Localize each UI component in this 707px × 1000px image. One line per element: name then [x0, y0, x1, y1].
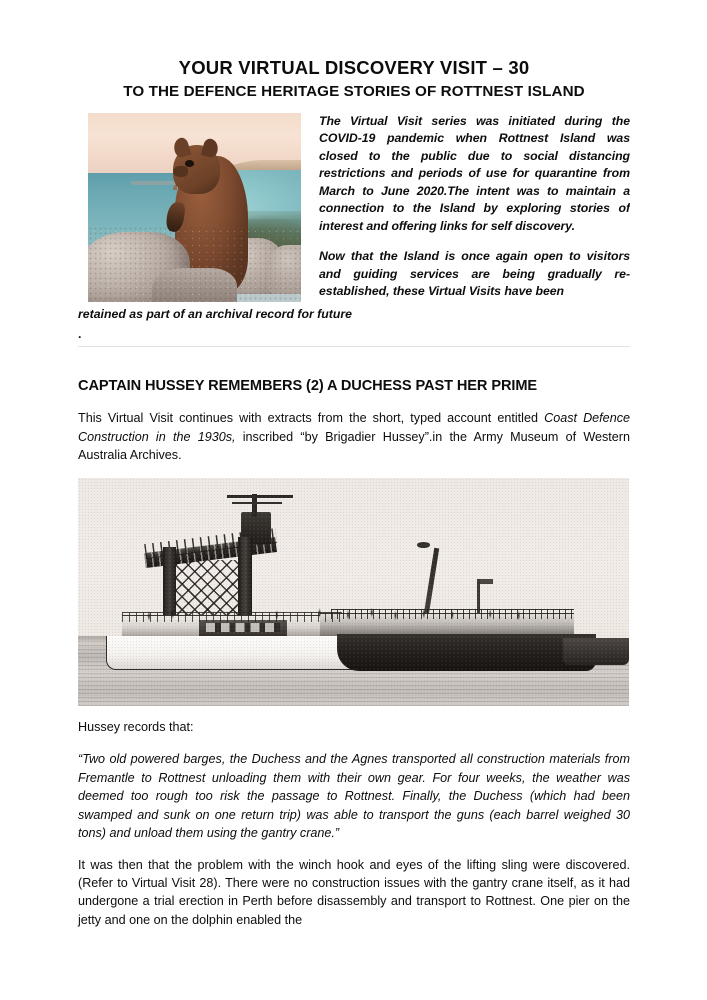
quokka-photo: [88, 113, 301, 302]
barge-hull-far: [563, 638, 629, 665]
photo-quokka-snout: [173, 166, 188, 177]
intro-paragraph-two: Now that the Island is once again open to visitors and guiding services are being gradually re-established, these Virtual Visits have been: [319, 249, 630, 299]
document-content-column: [78, 0, 630, 929]
barge-flag: [480, 579, 493, 584]
barge-workmen: [111, 604, 585, 625]
barge-hull-agnes: [337, 634, 596, 670]
section-heading: CAPTAIN HUSSEY REMEMBERS (2) A DUCHESS PAST HER PRIME: [78, 378, 538, 395]
lead-text-before: This Virtual Visit continues with extracts from the short, typed account entitled: [78, 411, 545, 426]
page-title: YOUR VIRTUAL DISCOVERY VISIT – 30: [178, 57, 530, 78]
lead-text-after: inscribed “by Brigadier Hussey”.in the Army Museum of Western Australia Archives.: [78, 429, 630, 462]
photo-quokka-eye: [185, 160, 194, 166]
document-title-block: [78, 0, 630, 101]
intro-section: [78, 113, 630, 342]
photo-rock-texture: [88, 226, 301, 302]
barge-hull-duchess: [106, 636, 359, 670]
intro-paragraph-one: The Virtual Visit series was initiated during the COVID-19 pandemic when Rottnest Island was closed to the public due to social distancing restrictions and periods of use for quarantine from March to June 2020.The intent was to maintain a connection to the Island by exploring stories of interest and offering links for self discovery.: [319, 114, 630, 233]
gantry-crane-crossbar-lower: [232, 502, 282, 504]
hussey-quote: “Two old powered barges, the Duchess and the Agnes transported all construction materials from Fremantle to Rottnest unloading them with their own gear. For four weeks, the weather was deemed too rough too risk the passage to Rottnest. Finally, the Duchess (which had been swamped and sunk on one return trip) was able to transport the guns (each barrel weighed 30 tons) and unload them using the gantry crane.”: [78, 752, 630, 841]
page-subtitle: TO THE DEFENCE HERITAGE STORIES OF ROTTNEST ISLAND: [123, 82, 585, 100]
lead-account-title: Coast Defence Construction in the 1930s,: [78, 411, 630, 444]
intro-paragraph-two-tail: retained as part of an archival record for future: [78, 307, 353, 322]
intro-trailing-mark: .: [78, 327, 82, 342]
derrick-block: [417, 542, 430, 547]
section-lead-paragraph: [78, 409, 630, 464]
records-intro-line: Hussey records that:: [78, 720, 194, 735]
gantry-crane-crossbar-upper: [227, 495, 293, 498]
barge-photo: [78, 478, 629, 706]
closing-paragraph: It was then that the problem with the winch hook and eyes of the lifting sling were discovered. (Refer to Virtual Visit 28). There were no construction issues with the gantry crane itself, as it had undergone a trial erection in Perth before disassembly and transport to Rottnest. One pier on the jetty and one on the dolphin enabled the: [78, 857, 630, 927]
section-divider: [78, 346, 630, 347]
